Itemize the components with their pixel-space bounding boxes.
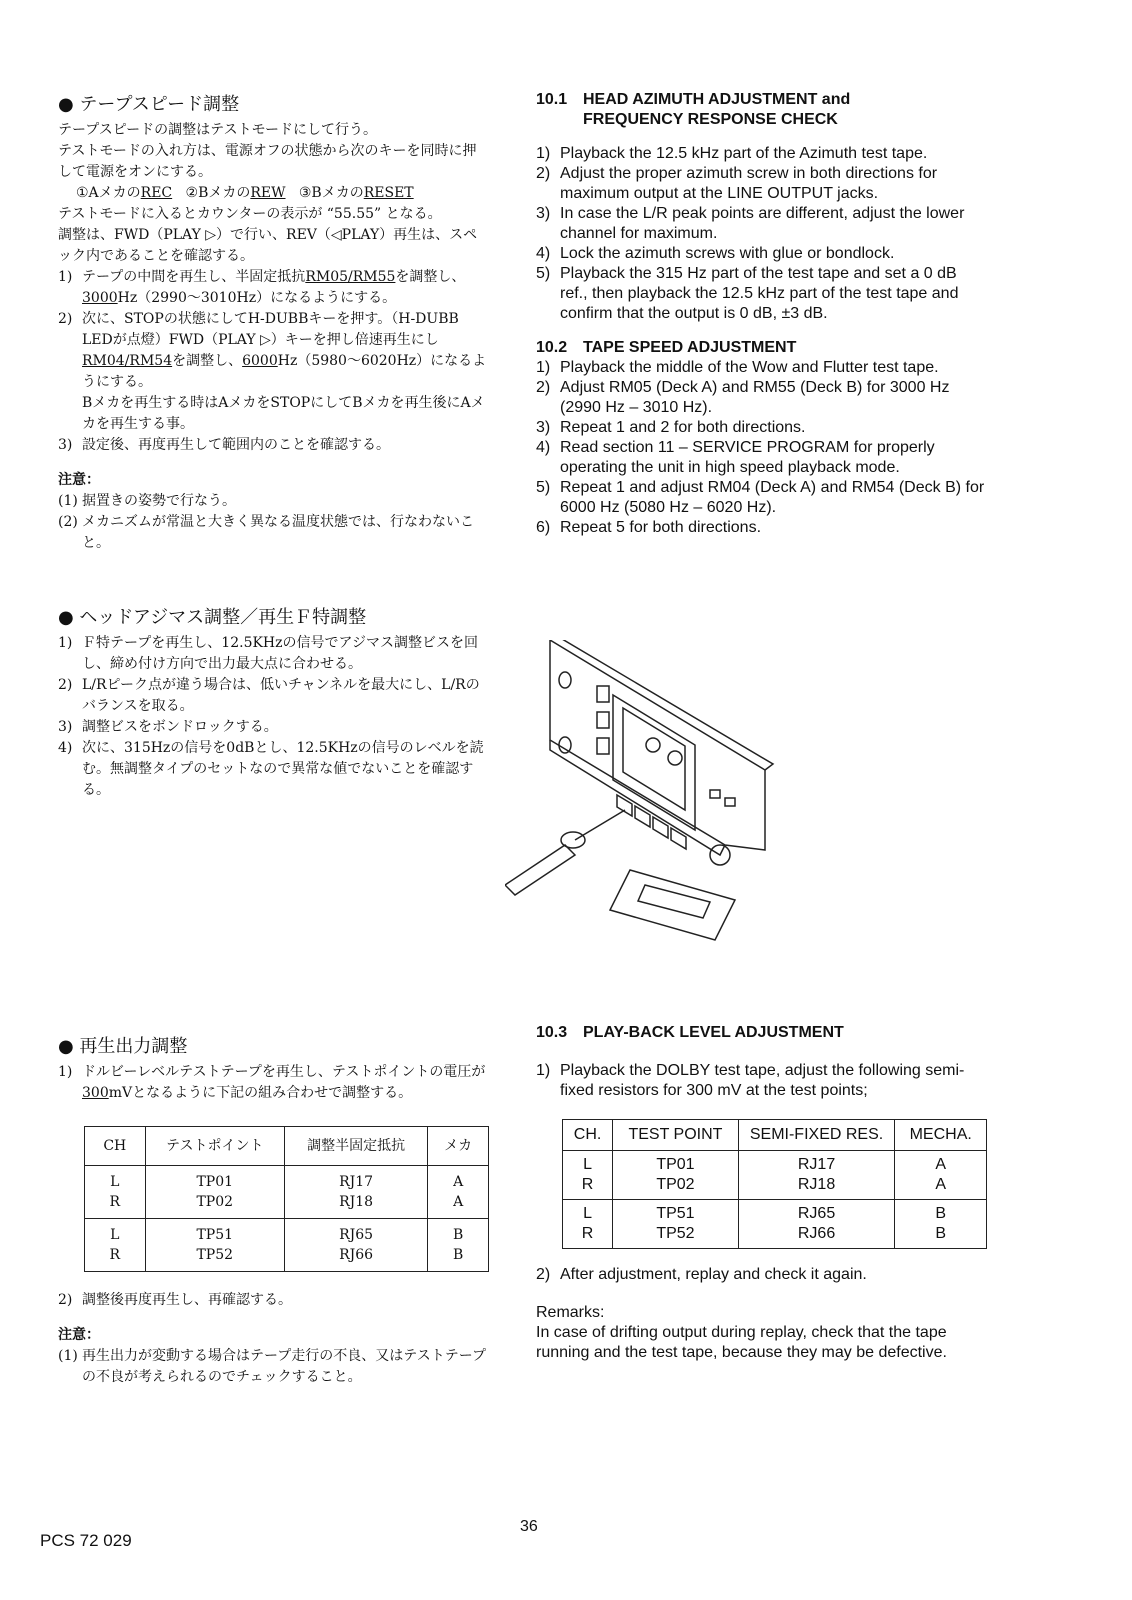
jp-note-label-2: 注意： (58, 1327, 100, 1343)
jp-test-point-table (84, 1126, 489, 1272)
small-button-a (710, 790, 720, 798)
jp-head-azimuth-steps (58, 633, 490, 801)
side-button-3 (597, 738, 609, 754)
list-item: 4) 次に、315Hzの信号を0dBとし、12.5KHzの信号のレベルを読む。無調整タイプのセットなので異常な値でないことを確認する。 (58, 740, 484, 798)
knob-bottom (559, 737, 571, 753)
side-button-2 (597, 712, 609, 728)
page-number: 36 (520, 1518, 538, 1535)
table-row: L R TP01 TP02 RJ17 RJ18 A A (85, 1166, 489, 1219)
list-item: (2) メカニズムが常温と大きく異なる温度状態では、行なわないこと。 (58, 514, 474, 551)
jp-head-azimuth-section (58, 605, 490, 801)
jp-playback-output-steps (58, 1062, 490, 1104)
section-10-3-steps (536, 1061, 988, 1101)
table-header-row: CH テストポイント 調整半固定抵抗 メカ (85, 1127, 489, 1166)
jp-tape-speed-heading: ● テープスピード調整 (58, 94, 240, 115)
table-row: L R TP51 TP52 RJ65 RJ66 B B (563, 1200, 987, 1249)
screwdriver-handle (505, 845, 575, 895)
jp-tape-speed-steps (58, 267, 490, 456)
list-item: 3) 調整ビスをボンドロックする。 (58, 719, 278, 735)
list-item: (1) 再生出力が変動する場合はテープ走行の不良、又はテストテープの不良が考えられるのでチェックすること。 (58, 1348, 487, 1385)
list-item: 2) 調整後再度再生し、再確認する。 (58, 1292, 292, 1308)
list-item: 2) L/Rピーク点が違う場合は、低いチャンネルを最大にし、L/Rのバランスを取る。 (58, 677, 480, 714)
jp-test-mode-keys: ①AメカのREC ②BメカのREW ③BメカのRESET (76, 185, 414, 201)
reel-hub-right (668, 751, 682, 765)
document-code: PCS 72 029 (40, 1531, 132, 1550)
list-item: 2) After adjustment, replay and check it again. (536, 1266, 867, 1283)
table-row: L R TP51 TP52 RJ65 RJ66 B B (85, 1219, 489, 1272)
list-item: 6) Repeat 5 for both directions. (536, 519, 762, 536)
list-item: 5) Playback the 315 Hz part of the test tape and set a 0 dB ref., then playback the 12.5 kHz part of the test tape and confirm that the output is 0 dB, ±3 dB. (536, 265, 959, 322)
remarks-label: Remarks: (536, 1304, 605, 1321)
jp-note-label: 注意： (58, 472, 100, 488)
remarks-text: In case of drifting output during replay, check that the tape running and the test tape, because they may be defective. (536, 1324, 947, 1361)
jp-tape-speed-notes (58, 491, 490, 554)
cassette-well (613, 695, 695, 830)
jp-tape-speed-intro2: テストモードの入れ方は、電源オフの状態から次のキーを同時に押して電源をオンにする。 (58, 143, 477, 180)
side-button-1 (597, 686, 609, 702)
section-10-3-steps-2 (536, 1265, 988, 1285)
azimuth-adjustment-illustration (505, 640, 785, 980)
jp-playback-output-heading: ● 再生出力調整 (58, 1036, 188, 1057)
knob-top (559, 672, 571, 688)
reel-hub-left (646, 738, 660, 752)
cassette-tape (610, 870, 735, 940)
jp-tape-speed-intro3: テストモードに入るとカウンターの表示が “55.55” となる。 (58, 206, 442, 222)
jp-playback-output-steps-2 (58, 1290, 490, 1311)
table-row: L R TP01 TP02 RJ17 RJ18 A A (563, 1151, 987, 1200)
list-item: 2) Adjust RM05 (Deck A) and RM55 (Deck B) for 3000 Hz (2990 Hz – 3010 Hz). (536, 379, 950, 416)
list-item: (1) 据置きの姿勢で行なう。 (58, 493, 236, 509)
deck-bottom-edge (550, 740, 725, 855)
section-10-1-steps (536, 144, 988, 324)
list-item: 3) Repeat 1 and 2 for both directions. (536, 419, 806, 436)
list-item: 4) Lock the azimuth screws with glue or bondlock. (536, 245, 895, 262)
list-item: 5) Repeat 1 and adjust RM04 (Deck A) and RM54 (Deck B) for 6000 Hz (5080 Hz – 6020 Hz). (536, 479, 985, 516)
section-10-3-title: 10.3 PLAY-BACK LEVEL ADJUSTMENT (536, 1024, 844, 1041)
jp-playback-output-notes (58, 1346, 490, 1388)
list-item: 4) Read section 11 – SERVICE PROGRAM for properly operating the unit in high speed playback mode. (536, 439, 935, 476)
jp-tape-speed-intro1: テープスピードの調整はテストモードにして行う。 (58, 122, 378, 138)
list-item: 2) Adjust the proper azimuth screw in both directions for maximum output at the LINE OUTPUT jacks. (536, 165, 938, 202)
table-header-row: CH. TEST POINT SEMI-FIXED RES. MECHA. (563, 1120, 987, 1151)
en-test-point-table (562, 1119, 987, 1249)
jp-tape-speed-intro4: 調整は、FWD（PLAY ▷）で行い、REV（◁PLAY）再生は、スペック内であることを確認する。 (58, 227, 478, 264)
adjust-arrow (561, 832, 585, 848)
section-10-2-title: 10.2 TAPE SPEED ADJUSTMENT (536, 339, 797, 356)
list-item: 1) Playback the middle of the Wow and Flutter test tape. (536, 359, 939, 376)
cassette-window (623, 708, 685, 810)
list-item: 1) Playback the 12.5 kHz part of the Azimuth test tape. (536, 145, 928, 162)
en-section-10-3 (536, 1023, 988, 1363)
jp-tape-speed-section (58, 92, 490, 554)
jp-playback-output-section (58, 1034, 490, 1388)
section-10-1-title: 10.1 HEAD AZIMUTH ADJUSTMENT and FREQUENCY RESPONSE CHECK (536, 91, 851, 128)
list-item: 1) Ｆ特テープを再生し、12.5KHzの信号でアジマス調整ビスを回し、締め付け方向で出力最大点に合わせる。 (58, 635, 478, 672)
list-item: 3) 設定後、再度再生して範囲内のことを確認する。 (58, 437, 390, 453)
small-button-b (725, 798, 735, 806)
jp-head-azimuth-heading: ● ヘッドアジマス調整／再生Ｆ特調整 (58, 607, 367, 628)
list-item: 1) Playback the DOLBY test tape, adjust the following semi-fixed resistors for 300 mV at the test points; (536, 1062, 965, 1099)
list-item: 3) In case the L/R peak points are different, adjust the lower channel for maximum. (536, 205, 965, 242)
list-item: 1) テープの中間を再生し、半固定抵抗RM05/RM55を調整し、3000Hz（2990～3010Hz）になるようにする。 (58, 269, 466, 306)
list-item: 2) 次に、STOPの状態にしてH-DUBBキーを押す。（H-DUBB LEDが点燈）FWD（PLAY ▷）キーを押し倍速再生にしRM04/RM54を調整し、6000Hz（5980～6020Hz）になるようにする。 Bメカを再生する時はAメカをSTOPにしてBメカを再生後にAメカを再生する事。 (58, 311, 487, 432)
list-item: 1) ドルビーレベルテストテープを再生し、テストポイントの電圧が300mVとなるように下記の組み合わせで調整する。 (58, 1064, 486, 1101)
deck-front-panel (550, 640, 765, 850)
en-section-10-1 (536, 90, 988, 538)
section-10-2-steps (536, 358, 988, 538)
